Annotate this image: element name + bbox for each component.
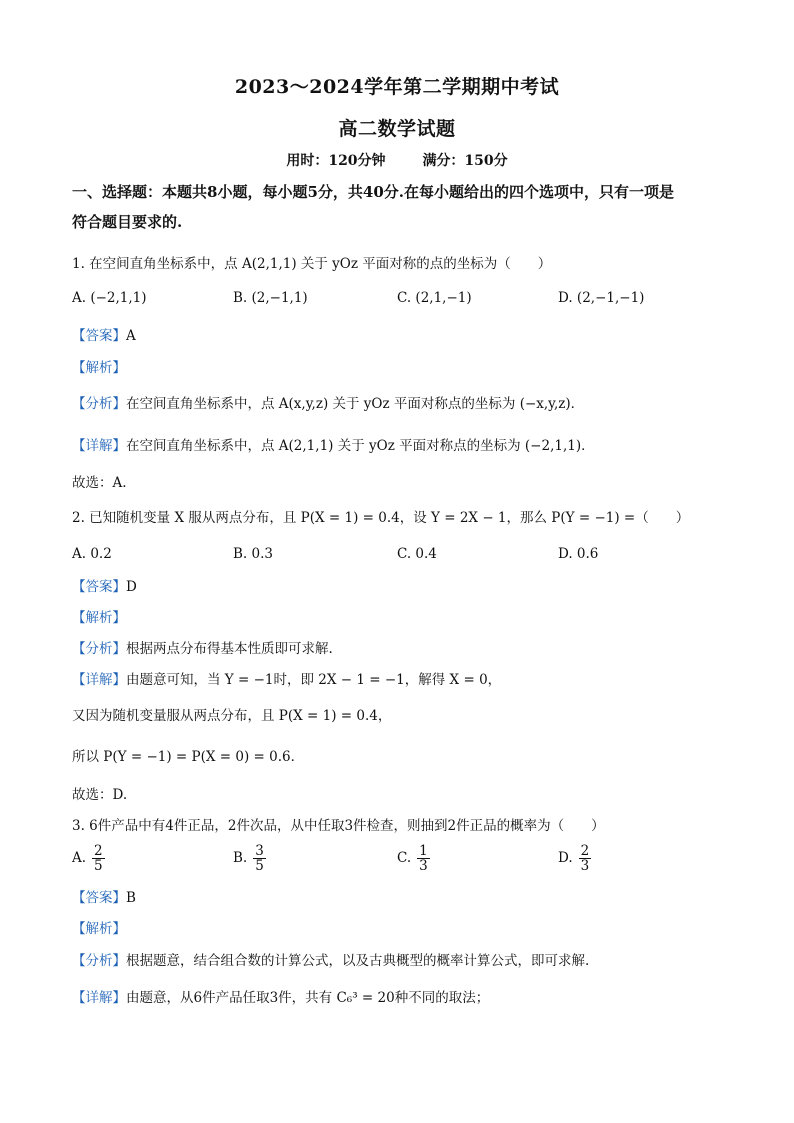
q1-analysis-tag: 【解析】 xyxy=(72,360,126,376)
q2-answer-value: D xyxy=(126,579,137,595)
option-label: A. xyxy=(72,850,87,866)
q1-option-c: C. (2,1,−1) xyxy=(397,290,472,306)
option-label: B. xyxy=(233,850,248,866)
q2-detail-line3: 所以 P(Y = −1) = P(X = 0) = 0.6． xyxy=(72,749,305,765)
q1-conclusion: 故选：A. xyxy=(72,475,127,491)
q1-stem: 1. 在空间直角坐标系中，点 A(2,1,1) 关于 yOz 平面对称的点的坐标为（ ） xyxy=(72,256,552,272)
q2-detail-line2: 又因为随机变量服从两点分布，且 P(X = 1) = 0.4， xyxy=(72,708,392,724)
q2-conclusion: 故选：D. xyxy=(72,787,128,803)
exam-title: 2023～2024学年第二学期期中考试 xyxy=(234,76,560,98)
q3-option-c xyxy=(397,844,430,873)
q2-option-c: C. 0.4 xyxy=(397,546,437,562)
denominator: 5 xyxy=(94,858,103,874)
option-label: C. xyxy=(397,850,412,866)
q2-detail-text: 由题意可知，当 Y = −1时，即 2X − 1 = −1，解得 X = 0， xyxy=(126,672,502,688)
q2-fenxi xyxy=(72,639,734,659)
q2-option-d: D. 0.6 xyxy=(558,546,599,562)
section-heading: 一、选择题：本题共8小题，每小题5分，共40分.在每小题给出的四个选项中，只有一项是 xyxy=(72,183,674,201)
answer-tag: 【答案】 xyxy=(72,579,126,595)
q3-analysis-tag: 【解析】 xyxy=(72,921,126,937)
q1-option-a: A. (−2,1,1) xyxy=(72,290,147,306)
q3-fenxi xyxy=(72,951,734,971)
q3-option-b xyxy=(233,844,266,873)
numerator: 3 xyxy=(255,843,264,859)
numerator: 2 xyxy=(580,843,590,859)
denominator: 3 xyxy=(419,858,428,874)
q1-fenxi-text: 在空间直角坐标系中，点 A(x,y,z) 关于 yOz 平面对称点的坐标为 (−x,y,z)． xyxy=(126,396,585,412)
detail-tag: 【详解】 xyxy=(72,672,126,688)
q2-answer xyxy=(72,577,734,597)
fraction xyxy=(253,844,266,873)
q1-answer-value: A xyxy=(126,328,136,344)
exam-subtitle: 高二数学试题 xyxy=(338,118,456,140)
q3-answer-value: B xyxy=(126,890,136,906)
answer-tag: 【答案】 xyxy=(72,328,126,344)
full-score: 满分：150分 xyxy=(422,153,508,169)
q1-option-b: B. (2,−1,1) xyxy=(233,290,308,306)
q3-detail xyxy=(72,988,734,1008)
denominator: 3 xyxy=(580,858,590,874)
q2-stem: 2. 已知随机变量 X 服从两点分布，且 P(X = 1) = 0.4，设 Y = 2X − 1，那么 P(Y = −1) =（ ） xyxy=(72,510,690,526)
q1-fenxi xyxy=(72,394,734,414)
detail-tag: 【详解】 xyxy=(72,438,126,454)
fraction xyxy=(417,844,430,873)
q2-analysis-tag: 【解析】 xyxy=(72,610,126,626)
q1-detail-text: 在空间直角坐标系中，点 A(2,1,1) 关于 yOz 平面对称点的坐标为 (−2,1,1)． xyxy=(126,438,595,454)
q2-fenxi-text: 根据两点分布得基本性质即可求解. xyxy=(126,641,333,657)
answer-tag: 【答案】 xyxy=(72,890,126,906)
q3-option-a xyxy=(72,844,105,873)
fenxi-tag: 【分析】 xyxy=(72,953,126,969)
denominator: 5 xyxy=(255,858,264,874)
fenxi-tag: 【分析】 xyxy=(72,396,126,412)
time-limit: 用时：120分钟 xyxy=(286,153,386,169)
q3-fenxi-text: 根据题意，结合组合数的计算公式，以及古典概型的概率计算公式，即可求解. xyxy=(126,953,590,969)
fraction xyxy=(92,844,105,873)
section-heading-cont: 符合题目要求的. xyxy=(72,213,183,231)
q2-detail xyxy=(72,670,734,690)
q1-answer xyxy=(72,326,734,346)
fenxi-tag: 【分析】 xyxy=(72,641,126,657)
q3-stem: 3. 6件产品中有4件正品，2件次品，从中任取3件检查，则抽到2件正品的概率为（ ） xyxy=(72,818,605,834)
numerator: 2 xyxy=(94,843,103,859)
q3-detail-text: 由题意，从6件产品任取3件，共有 C₆³ = 20种不同的取法； xyxy=(126,990,490,1006)
q3-option-d xyxy=(558,844,591,873)
q2-option-b: B. 0.3 xyxy=(233,546,273,562)
q1-detail xyxy=(72,436,734,456)
numerator: 1 xyxy=(419,843,428,859)
detail-tag: 【详解】 xyxy=(72,990,126,1006)
option-label: D. xyxy=(558,850,573,866)
q1-option-d: D. (2,−1,−1) xyxy=(558,290,645,306)
exam-meta xyxy=(0,150,794,170)
q3-answer xyxy=(72,888,734,908)
q2-option-a: A. 0.2 xyxy=(72,546,112,562)
fraction xyxy=(579,844,592,873)
